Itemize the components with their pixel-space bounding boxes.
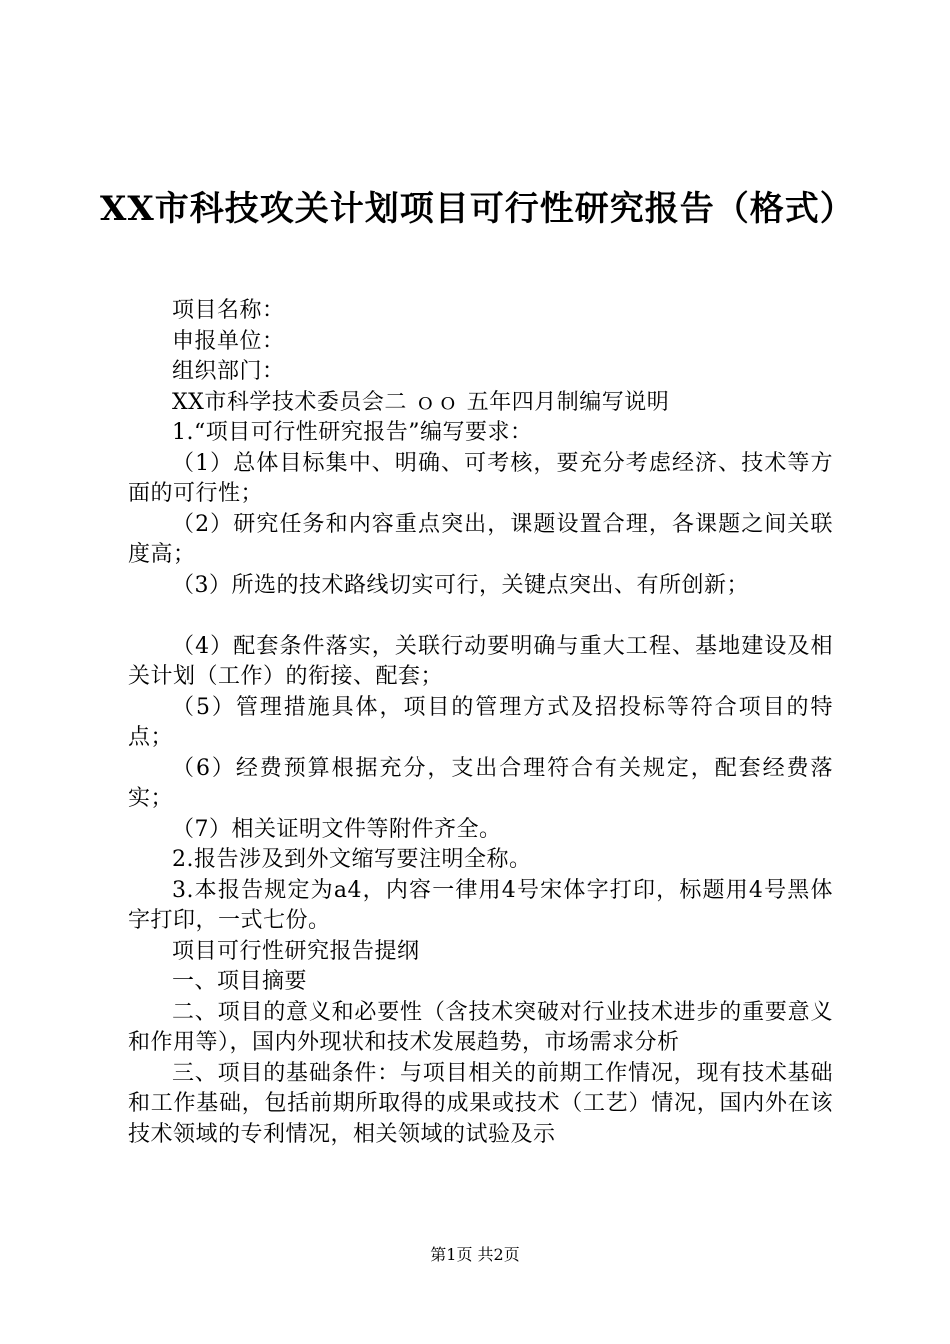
requirement-item: （4）配套条件落实，关联行动要明确与重大工程、基地建设及相关计划（工作）的衔接、配套； — [128, 633, 833, 689]
requirement-item: （5）管理措施具体，项目的管理方式及招投标等符合项目的特点； — [128, 694, 833, 750]
requirement-item: （6）经费预算根据充分，支出合理符合有关规定，配套经费落实； — [128, 755, 833, 811]
outline-section: 二、项目的意义和必要性（含技术突破对行业技术进步的重要意义和作用等），国内外现状和技术发展趋势，市场需求分析 — [128, 999, 833, 1055]
requirement-item: （1）总体目标集中、明确、可考核，要充分考虑经济、技术等方面的可行性； — [128, 450, 833, 506]
issuer-line: XX市科学技术委员会二 ｏｏ 五年四月制编写说明 — [172, 389, 670, 415]
requirement-item: （7）相关证明文件等附件齐全。 — [172, 816, 502, 842]
document-title: XX市科技攻关计划项目可行性研究报告（格式） — [100, 189, 855, 229]
blank-line — [128, 601, 833, 632]
requirements-heading: 1.“项目可行性研究报告”编写要求： — [172, 420, 533, 445]
outline-section: 三、项目的基础条件：与项目相关的前期工作情况，现有技术基础和工作基础，包括前期所取得的成果或技术（工艺）情况，国内外在该技术领域的专利情况，相关领域的试验及示 — [128, 1060, 833, 1147]
document-body — [128, 296, 833, 1150]
outline-section: 一、项目摘要 — [172, 969, 308, 994]
field-project-name: 项目名称： — [172, 298, 285, 323]
note-item: 3.本报告规定为a4，内容一律用4号宋体字打印，标题用4号黑体字打印，一式七份。 — [128, 877, 833, 933]
field-organizing-department: 组织部门： — [172, 359, 285, 384]
page-number-footer: 第1页 共2页 — [430, 1245, 520, 1264]
requirement-item: （2）研究任务和内容重点突出，课题设置合理，各课题之间关联度高； — [128, 511, 833, 567]
note-item: 2.报告涉及到外文缩写要注明全称。 — [172, 847, 532, 872]
outline-heading: 项目可行性研究报告提纲 — [172, 938, 420, 964]
field-applicant-unit: 申报单位： — [172, 328, 285, 354]
requirement-item: （3）所选的技术路线切实可行，关键点突出、有所创新； — [172, 572, 749, 598]
